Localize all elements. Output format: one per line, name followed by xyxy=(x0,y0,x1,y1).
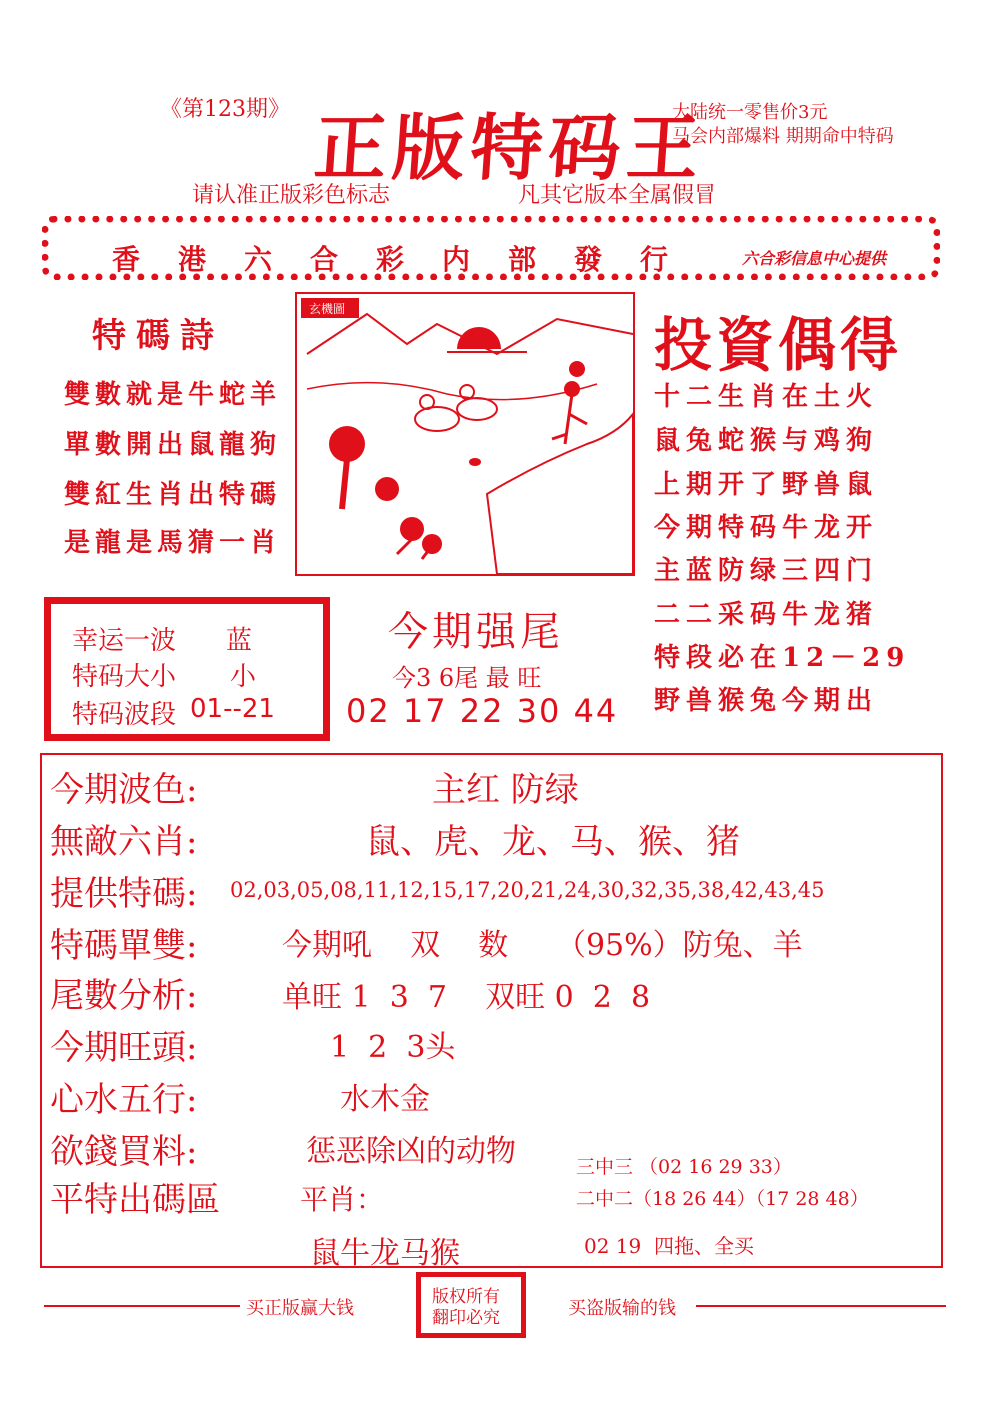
six-zodiac-value: 鼠、虎、龙、马、猴、猪 xyxy=(366,822,740,862)
copyright-line-1: 版权所有 xyxy=(432,1287,500,1307)
invest-line: 野兽猴兔今期出 xyxy=(654,686,879,716)
invest-line: 今期特码牛龙开 xyxy=(654,513,879,543)
odd-even-value: 今期吼 双 数 （95%）防兔、羊 xyxy=(282,928,803,963)
invest-line: 上期开了野兽鼠 xyxy=(654,470,879,500)
combo-drag: 02 19 四拖、全买 xyxy=(584,1234,754,1258)
banner-title: 香港六合彩内部發行 xyxy=(112,243,707,276)
strong-tail-sub: 今3 6尾 最 旺 xyxy=(392,664,542,692)
stone-icon xyxy=(469,458,481,466)
plant-stem xyxy=(552,394,587,444)
counterfeit-notice: 凡其它版本全属假冒 xyxy=(518,183,717,208)
stamp-label: 玄機圖 xyxy=(309,302,346,316)
code-range-value: 01--21 xyxy=(190,694,275,724)
water-line xyxy=(307,383,597,400)
money-value: 惩恶除凶的动物 xyxy=(306,1134,516,1169)
duck-icon xyxy=(415,407,459,431)
footer-right-text: 买盗版输的钱 xyxy=(568,1298,676,1319)
wave-color-value: 主红 防绿 xyxy=(432,770,579,810)
invest-line: 鼠兔蛇猴与鸡狗 xyxy=(654,426,879,456)
poem-line: 是龍是馬猜一肖 xyxy=(64,528,282,558)
code-range-label: 特码波段 xyxy=(72,700,177,730)
footer-divider-left xyxy=(44,1305,240,1307)
hill-line xyxy=(487,414,633,574)
lucky-wave-label: 幸运一波 xyxy=(72,626,177,656)
flat-zodiac-value: 鼠牛龙马猴 xyxy=(310,1236,460,1271)
poem-line: 雙數就是牛蛇羊 xyxy=(64,380,282,410)
six-zodiac-label: 無敵六肖: xyxy=(50,822,198,862)
invest-line: 主蓝防绿三四门 xyxy=(654,556,879,586)
invest-line: 二二采码牛龙猪 xyxy=(654,600,879,630)
slogan-text: 马会内部爆料 期期命中特码 xyxy=(672,126,894,147)
authentic-notice: 请认准正版彩色标志 xyxy=(192,183,391,208)
head-value: 1 2 3头 xyxy=(330,1030,456,1065)
flat-zone-label: 平特出碼區 xyxy=(50,1180,220,1220)
duck-head-icon xyxy=(420,395,434,409)
flower-icon xyxy=(329,426,365,462)
tree-trunk xyxy=(342,459,347,509)
riddle-picture xyxy=(295,292,635,576)
code-size-value: 小 xyxy=(230,662,257,692)
banner-subtitle: 六合彩信息中心提供 xyxy=(742,249,887,268)
sun-icon xyxy=(457,327,501,349)
flat-zodiac-label: 平肖： xyxy=(300,1183,385,1216)
footer-divider-right xyxy=(696,1305,946,1307)
money-label: 欲錢買料: xyxy=(50,1132,198,1172)
price-text: 大陆统一零售价3元 xyxy=(672,102,828,123)
special-codes-value: 02,03,05,08,11,12,15,17,20,21,24,30,32,35,38,42,43,45 xyxy=(230,878,825,902)
combo-two: 二中二（18 26 44）（17 28 48） xyxy=(576,1188,869,1210)
odd-even-label: 特碼單雙: xyxy=(50,926,198,966)
invest-line: 特段必在12－29 xyxy=(654,643,911,673)
poem-line: 單數開出鼠龍狗 xyxy=(64,430,282,460)
tail-analysis-label: 尾數分析: xyxy=(50,976,198,1016)
code-size-label: 特码大小 xyxy=(72,662,177,692)
five-elements-label: 心水五行: xyxy=(50,1080,198,1120)
poem-line: 雙紅生肖出特碼 xyxy=(64,480,282,510)
footer-left-text: 买正版赢大钱 xyxy=(246,1298,354,1319)
lucky-wave-value: 蓝 xyxy=(226,626,253,656)
strong-tail-title: 今期强尾 xyxy=(388,609,564,655)
copyright-line-2: 翻印必究 xyxy=(432,1308,500,1328)
head-label: 今期旺頭: xyxy=(50,1028,198,1068)
poem-title: 特碼詩 xyxy=(92,316,224,356)
invest-title: 投資偶得 xyxy=(654,311,903,379)
issue-number: 《第123期》 xyxy=(160,97,290,122)
special-codes-label: 提供特碼: xyxy=(50,874,198,914)
flower-icon xyxy=(375,477,399,501)
five-elements-value: 水木金 xyxy=(340,1082,430,1117)
wave-color-label: 今期波色: xyxy=(50,770,198,810)
flower-icon xyxy=(569,361,585,377)
page-title: 正版特码王 xyxy=(311,105,708,190)
invest-line: 十二生肖在土火 xyxy=(654,382,879,412)
tail-analysis-value: 单旺 1 3 7 双旺 0 2 8 xyxy=(282,980,651,1015)
landscape-illustration xyxy=(297,294,633,574)
combo-three: 三中三 （02 16 29 33） xyxy=(576,1156,792,1178)
duck-icon xyxy=(457,398,497,420)
strong-tail-numbers: 02 17 22 30 44 xyxy=(346,692,619,730)
